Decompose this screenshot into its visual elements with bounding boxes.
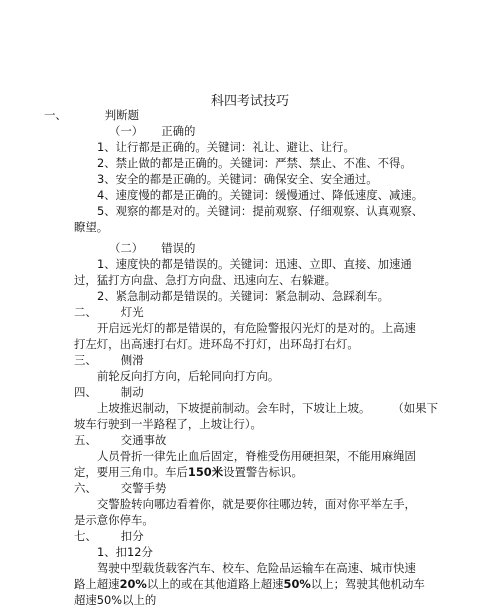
section-5-line-2 (74, 464, 303, 480)
section-3-title: 侧滑 (120, 353, 144, 367)
subsection-2-number: （二） (109, 241, 144, 255)
section-7-line-2-c: 以上的或在其他道路上超速 (146, 577, 284, 591)
section-7-line-3: 超速50%以上的 (74, 593, 157, 607)
doc-title: 科四考试技巧 (210, 94, 289, 109)
correct-item-2: 2、禁止做的都是正确的。关键词：严禁、禁止、不准、不得。 (97, 156, 412, 170)
section-1-number: 一、 (44, 108, 67, 122)
section-7-number: 七、 (74, 529, 97, 543)
section-5-line-2-a: 定，要用三角巾。车后 (74, 465, 188, 479)
section-1-title: 判断题 (104, 108, 139, 122)
wrong-item-2: 2、紧急制动都是错误的。关键词：紧急制动、急踩刹车。 (97, 289, 390, 303)
section-4-title: 制动 (120, 385, 144, 399)
section-4-line-1 (97, 400, 438, 416)
section-7-line-1: 驾驶中型载货载客汽车、校车、危险品运输车在高速、城市快速 (97, 561, 416, 575)
section-4-line-2: 坡车行驶到一半路程了，上坡让行）。 (74, 417, 262, 431)
section-6-heading (74, 480, 166, 496)
section-5-number: 五、 (74, 433, 97, 447)
section-2-title: 灯光 (120, 305, 144, 319)
section-4-heading (74, 384, 144, 400)
section-7-line-2-e: 以上；驾驶其他机动车 (310, 577, 425, 591)
section-3-number: 三、 (74, 353, 97, 367)
section-2-line-2: 打左灯，出高速打右灯。进环岛不打灯，出环岛打右灯。 (74, 337, 359, 351)
section-4-line-1-note: （如果下 (392, 401, 438, 415)
correct-item-1: 1、让行都是正确的。关键词：礼让、避让、让行。 (97, 140, 355, 154)
section-2-line-1: 开启远光灯的都是错误的，有危险警报闪光灯的是对的。上高速 (97, 321, 416, 335)
section-7-percent-50: 50% (283, 577, 311, 591)
section-1-heading (44, 107, 139, 123)
section-5-title: 交通事故 (120, 433, 167, 447)
correct-item-5-continued: 瞭望。 (74, 220, 109, 234)
subsection-correct-heading (109, 123, 195, 139)
section-6-title: 交警手势 (120, 481, 167, 495)
section-7-heading (74, 528, 144, 544)
section-4-number: 四、 (74, 385, 97, 399)
section-7-percent-20: 20% (119, 577, 147, 591)
section-3-line-1: 前轮反向打方向，后轮同向打方向。 (97, 369, 280, 383)
section-5-line-1: 人员骨折一律先止血后固定，脊椎受伤用硬担架，不能用麻绳固 (97, 449, 416, 463)
section-6-number: 六、 (74, 481, 97, 495)
section-7-subheading: 1、扣12分 (97, 545, 153, 559)
correct-item-5: 5、观察的都是对的。关键词：提前观察、仔细观察、认真观察、 (97, 204, 424, 218)
correct-item-4: 4、速度慢的都是正确的。关键词：缓慢通过、降低速度、减速。 (97, 188, 424, 202)
subsection-wrong-heading (109, 240, 195, 256)
section-2-heading (74, 304, 144, 320)
section-6-line-1: 交警脸转向哪边看着你，就是要你往哪边转，面对你平举左手， (97, 497, 416, 511)
section-5-line-2-c: 设置警告标识。 (223, 465, 303, 479)
wrong-item-1-continued: 过，猛打方向盘、急打方向盘、迅速向左、右躲避。 (74, 273, 336, 287)
section-4-line-1-main: 上坡推迟制动，下坡提前制动。会车时，下坡让上坡。 (97, 401, 371, 415)
wrong-item-1: 1、速度快的都是错误的。关键词：迅速、立即、直接、加速通 (97, 257, 412, 271)
section-5-distance: 150米 (187, 465, 224, 479)
section-2-number: 二、 (74, 305, 97, 319)
correct-item-3: 3、安全的都是正确的。关键词：确保安全、安全通过。 (97, 172, 378, 186)
section-7-title: 扣分 (120, 529, 144, 543)
subsection-2-title: 错误的 (161, 241, 196, 255)
section-7-line-2-a: 路上超速 (74, 577, 120, 591)
section-5-heading (74, 432, 166, 448)
section-6-line-2: 是示意你停车。 (74, 513, 154, 527)
section-7-line-2 (74, 576, 425, 592)
section-3-heading (74, 352, 144, 368)
subsection-1-number: （一） (109, 124, 144, 138)
subsection-1-title: 正确的 (161, 124, 196, 138)
